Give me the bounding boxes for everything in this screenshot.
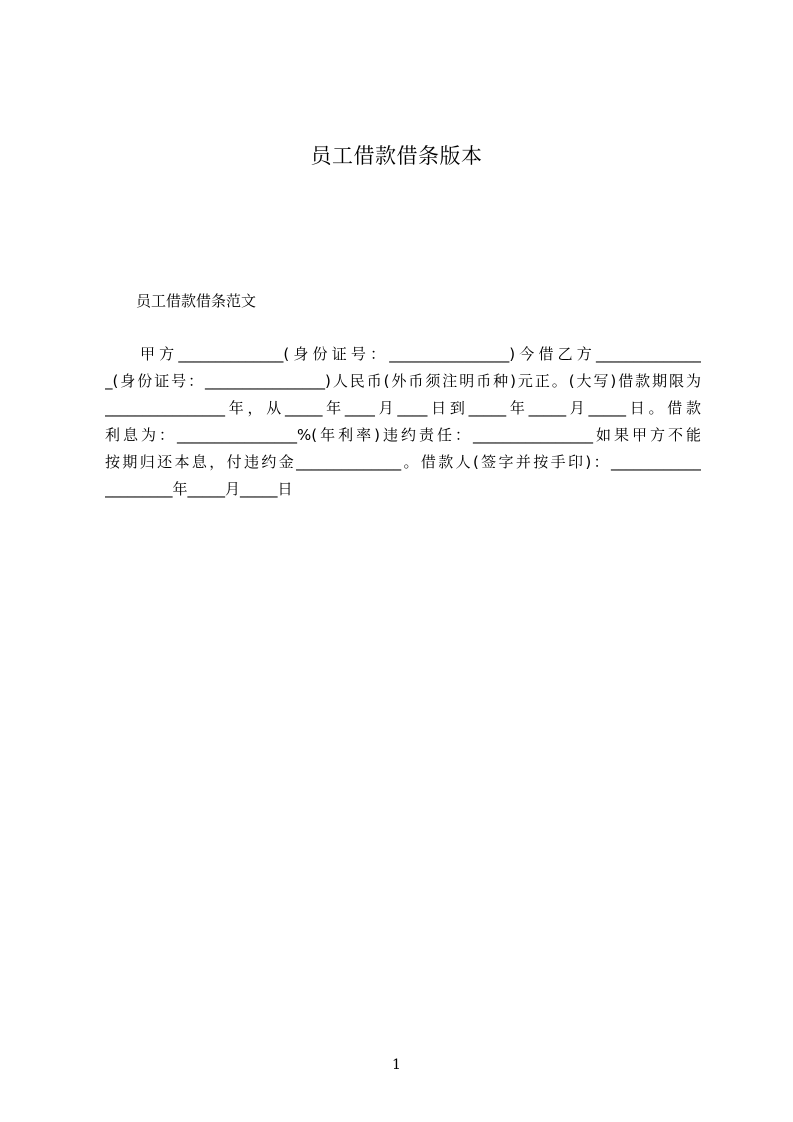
body-line-3: ________________年，从_____年____月____日到_____年_____月_____日。借款 [105, 399, 701, 417]
body-line-2: _(身份证号：________________)人民币(外币须注明币种)元正。(大写)借款期限为 [105, 372, 701, 390]
document-subtitle: 员工借款借条范文 [136, 292, 257, 310]
body-line-4: 利息为：________________%(年利率)违约责任：________________如果甲方不能 [105, 426, 701, 444]
page-number: 1 [392, 1057, 401, 1073]
body-line-1: 甲方______________(身份证号：________________)今借乙方______________ [140, 345, 701, 363]
document-title: 员工借款借条版本 [310, 144, 483, 168]
body-line-6: _________年_____月_____日 [105, 480, 293, 498]
document-body [105, 341, 701, 503]
body-line-5: 按期归还本息，付违约金______________。借款人(签字并按手印)：____________ [105, 453, 701, 471]
